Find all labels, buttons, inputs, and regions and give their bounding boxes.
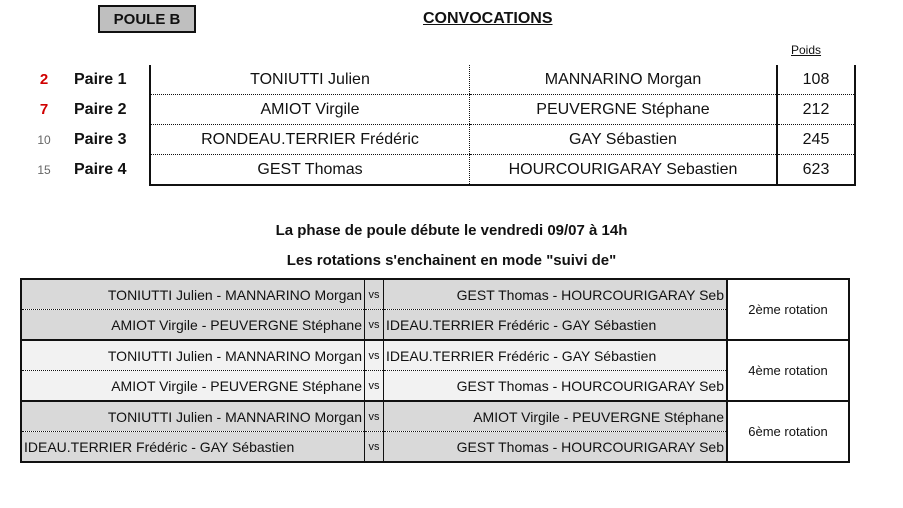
- pair-seed: 10: [37, 132, 51, 147]
- match-row: [21, 432, 849, 463]
- rotation-mode-info: Les rotations s'enchainent en mode "suivi de": [286, 252, 617, 269]
- match-team-b: GEST Thomas - HOURCOURIGARAY Seb: [384, 279, 728, 310]
- pair-seed: 7: [39, 101, 49, 118]
- match-row: [21, 371, 849, 402]
- pair-row: [20, 95, 855, 125]
- match-vs: vs: [365, 340, 384, 371]
- match-vs: vs: [365, 310, 384, 341]
- start-info: La phase de poule débute le vendredi 09/07 à 14h: [275, 222, 628, 239]
- pair-player2: HOURCOURIGARAY Sebastien: [470, 155, 778, 186]
- match-row: [21, 401, 849, 432]
- pair-label: Paire 1: [74, 70, 127, 88]
- match-team-a: AMIOT Virgile - PEUVERGNE Stéphane: [21, 371, 365, 402]
- pair-row: [20, 65, 855, 95]
- match-team-a: TONIUTTI Julien - MANNARINO Morgan: [21, 340, 365, 371]
- pair-player2: PEUVERGNE Stéphane: [470, 95, 778, 125]
- match-team-b: IDEAU.TERRIER Frédéric - GAY Sébastien: [384, 310, 728, 341]
- match-row: [21, 310, 849, 341]
- pair-weight: 623: [777, 155, 855, 186]
- rotations-table: [20, 278, 850, 463]
- match-vs: vs: [365, 401, 384, 432]
- pair-weight: 212: [777, 95, 855, 125]
- match-team-b: IDEAU.TERRIER Frédéric - GAY Sébastien: [384, 340, 728, 371]
- pair-seed: 2: [39, 71, 49, 89]
- match-vs: vs: [365, 279, 384, 310]
- pair-player1: RONDEAU.TERRIER Frédéric: [150, 125, 470, 155]
- poule-label: POULE B: [98, 5, 196, 33]
- pair-row: [20, 125, 855, 155]
- pair-row: [20, 155, 855, 186]
- rotation-label: 2ème rotation: [727, 279, 849, 340]
- page-title: CONVOCATIONS: [423, 10, 553, 27]
- match-team-b: GEST Thomas - HOURCOURIGARAY Seb: [384, 432, 728, 463]
- pair-label: Paire 3: [74, 130, 127, 148]
- weight-column-header: Poids: [791, 43, 822, 57]
- rotation-label: 6ème rotation: [727, 401, 849, 462]
- match-team-a: IDEAU.TERRIER Frédéric - GAY Sébastien: [21, 432, 365, 463]
- match-vs: vs: [365, 371, 384, 402]
- match-team-b: GEST Thomas - HOURCOURIGARAY Seb: [384, 371, 728, 402]
- match-team-a: AMIOT Virgile - PEUVERGNE Stéphane: [21, 310, 365, 341]
- pair-player1: GEST Thomas: [150, 155, 470, 186]
- pair-label: Paire 2: [74, 100, 127, 118]
- match-vs: vs: [365, 432, 384, 463]
- pair-weight: 108: [777, 65, 855, 95]
- pair-player2: MANNARINO Morgan: [470, 65, 778, 95]
- pair-weight: 245: [777, 125, 855, 155]
- rotation-label: 4ème rotation: [727, 340, 849, 401]
- pairs-table: [20, 65, 856, 186]
- match-row: [21, 340, 849, 371]
- pair-seed: 15: [37, 162, 51, 177]
- match-team-a: TONIUTTI Julien - MANNARINO Morgan: [21, 401, 365, 432]
- pair-player1: TONIUTTI Julien: [150, 65, 470, 95]
- match-team-b: AMIOT Virgile - PEUVERGNE Stéphane: [384, 401, 728, 432]
- match-row: [21, 279, 849, 310]
- pair-player1: AMIOT Virgile: [150, 95, 470, 125]
- pair-player2: GAY Sébastien: [470, 125, 778, 155]
- pair-label: Paire 4: [74, 160, 127, 178]
- match-team-a: TONIUTTI Julien - MANNARINO Morgan: [21, 279, 365, 310]
